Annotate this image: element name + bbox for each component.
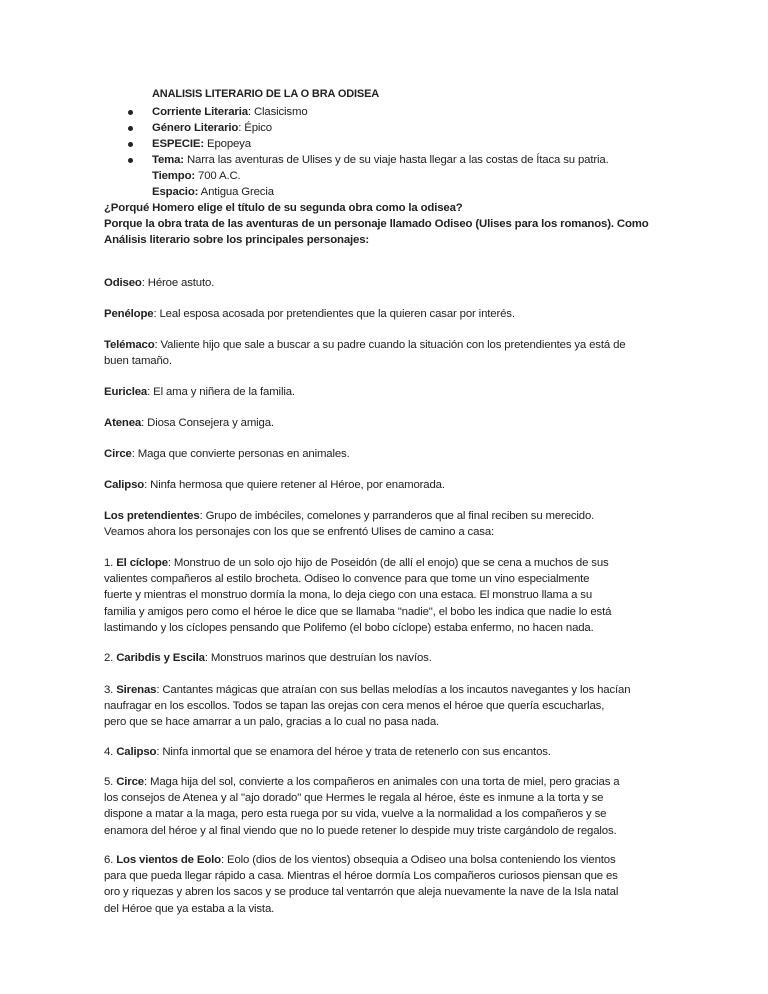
bullet-item: Corriente Literaria: Clasicismo — [104, 104, 660, 120]
episode-number: 4. — [104, 746, 117, 758]
character-name: Euriclea — [104, 386, 148, 398]
character-entry: Telémaco: Valiente hijo que sale a buscar a su padre cuando la situación con los pretendientes ya está de buen tamaño. — [104, 339, 626, 368]
character-entry: Calipso: Ninfa hermosa que quiere retener al Héroe, por enamorada. — [104, 479, 445, 491]
episode-name: Los vientos de Eolo — [116, 854, 221, 866]
episode-name: El cíclope — [116, 557, 168, 569]
bullet-label: Corriente Literaria — [152, 106, 248, 118]
bullet-icon — [128, 158, 133, 163]
bullet-value: Clasicismo — [253, 106, 308, 118]
episode-name: Caribdis y Escila — [116, 652, 205, 664]
bullet-icon — [128, 126, 133, 131]
answer-line: Análisis literario sobre los principales personajes: — [104, 234, 370, 246]
episode-number: 1. — [104, 557, 117, 569]
extra-label: Espacio: — [152, 186, 199, 198]
character-name: Atenea — [104, 417, 142, 429]
character-name: Calipso — [104, 479, 145, 491]
bullet-label: ESPECIE: — [152, 138, 204, 150]
episode-entry: 5. Circe: Maga hija del sol, convierte a los compañeros en animales con una torta de miel, pero gracias a los consejos de Atenea y al "ajo dorado" que Hermes le regala al héroe, éste es inmune a la torta y se dispone a matar a la maga, pero esta ruega por su vida, vuelve a la normalidad a los compañeros y se enamora del héroe y al final viendo que no lo puede retener lo despide muy triste cargándolo de regalos. — [104, 776, 620, 837]
character-name: Telémaco — [104, 339, 155, 351]
character-entry: Atenea: Diosa Consejera y amiga. — [104, 417, 274, 429]
episode-number: 2. — [104, 652, 117, 664]
character-name: Los pretendientes — [104, 510, 200, 522]
extra-value: Antigua Grecia — [198, 186, 274, 198]
extra-item — [104, 184, 660, 200]
character-name: Circe — [104, 448, 132, 460]
bullet-icon — [128, 110, 133, 115]
extra-label: Tiempo: — [152, 170, 196, 182]
bullet-value: Narra las aventuras de Ulises y de su viaje hasta llegar a las costas de Ítaca su patria. — [186, 154, 609, 166]
episode-name: Calipso — [116, 746, 157, 758]
character-entry: Odiseo: Héroe astuto. — [104, 277, 215, 289]
episode-entry: 2. Caribdis y Escila: Monstruos marinos que destruían los navíos. — [104, 652, 432, 664]
episode-name: Circe — [116, 776, 144, 788]
character-entry: Penélope: Leal esposa acosada por pretendientes que la quieren casar por interés. — [104, 308, 515, 320]
bullet-label: Género Literario — [152, 122, 239, 134]
extra-value: 700 A.C. — [195, 170, 241, 182]
bullet-item — [104, 136, 660, 152]
document-title: ANALISIS LITERARIO DE LA O BRA ODISEA — [152, 88, 380, 100]
episode-entry: 4. Calipso: Ninfa inmortal que se enamora del héroe y trata de retenerlo con sus encantos. — [104, 746, 551, 758]
episode-entry: 3. Sirenas: Cantantes mágicas que atraían con sus bellas melodías a los incautos navegantes y los hacían naufragar en los escollos. Todos se tapan las orejas con cera menos el héroe que quería escucharlas, pero que se hace amarrar a un palo, gracias a lo cual no pasa nada. — [104, 684, 631, 729]
extra-item — [104, 168, 660, 184]
episode-number: 5. — [104, 776, 117, 788]
bullet-value: Épico — [244, 122, 272, 134]
bullet-item — [104, 152, 660, 168]
bullet-item: Género Literario: Épico — [104, 120, 660, 136]
character-entry: Los pretendientes: Grupo de imbéciles, comelones y parranderos que al final reciben su merecido. Veamos ahora los personajes con los que se enfrentó Ulises de camino a casa: — [104, 510, 595, 539]
bullet-icon — [128, 142, 133, 147]
question-heading: ¿Porqué Homero elige el título de su segunda obra como la odisea? — [104, 202, 463, 214]
character-entry: Euriclea: El ama y niñera de la familia. — [104, 386, 295, 398]
answer-line: Porque la obra trata de las aventuras de un personaje llamado Odiseo (Ulises para los romanos). Como — [104, 218, 649, 230]
episode-number: 6. — [104, 854, 117, 866]
episode-entry: 1. El cíclope: Monstruo de un solo ojo hijo de Poseidón (de allí el enojo) que se cena a muchos de sus valientes compañeros al estilo brocheta. Odiseo lo convence para que tome un vino especialmente fuerte y mientras el monstruo dormía la mona, lo deja ciego con una estaca. El monstruo llama a su familia y amigos pero como el héroe le dice que se llamaba "nadie", el bobo les indica que nadie lo está lastimando y los cíclopes pensando que Polifemo (el bobo cíclope) estaba enfermo, no hacen nada. — [104, 557, 612, 634]
character-name: Penélope — [104, 308, 154, 320]
episode-entry: 6. Los vientos de Eolo: Eolo (dios de los vientos) obsequia a Odiseo una bolsa conteniendo los vientos para que pueda llegar rápido a casa. Mientras el héroe dormía Los compañeros curiosos piensan que es oro y riquezas y abren los sacos y se produce tal ventarrón que aleja nuevamente la nave de la Isla natal del Héroe que ya estaba a la vista. — [104, 854, 619, 915]
bullet-value: Epopeya — [207, 138, 251, 150]
episode-number: 3. — [104, 684, 117, 696]
character-name: Odiseo — [104, 277, 142, 289]
character-entry: Circe: Maga que convierte personas en animales. — [104, 448, 350, 460]
episode-name: Sirenas — [116, 684, 157, 696]
bullet-label: Tema: — [152, 154, 184, 166]
